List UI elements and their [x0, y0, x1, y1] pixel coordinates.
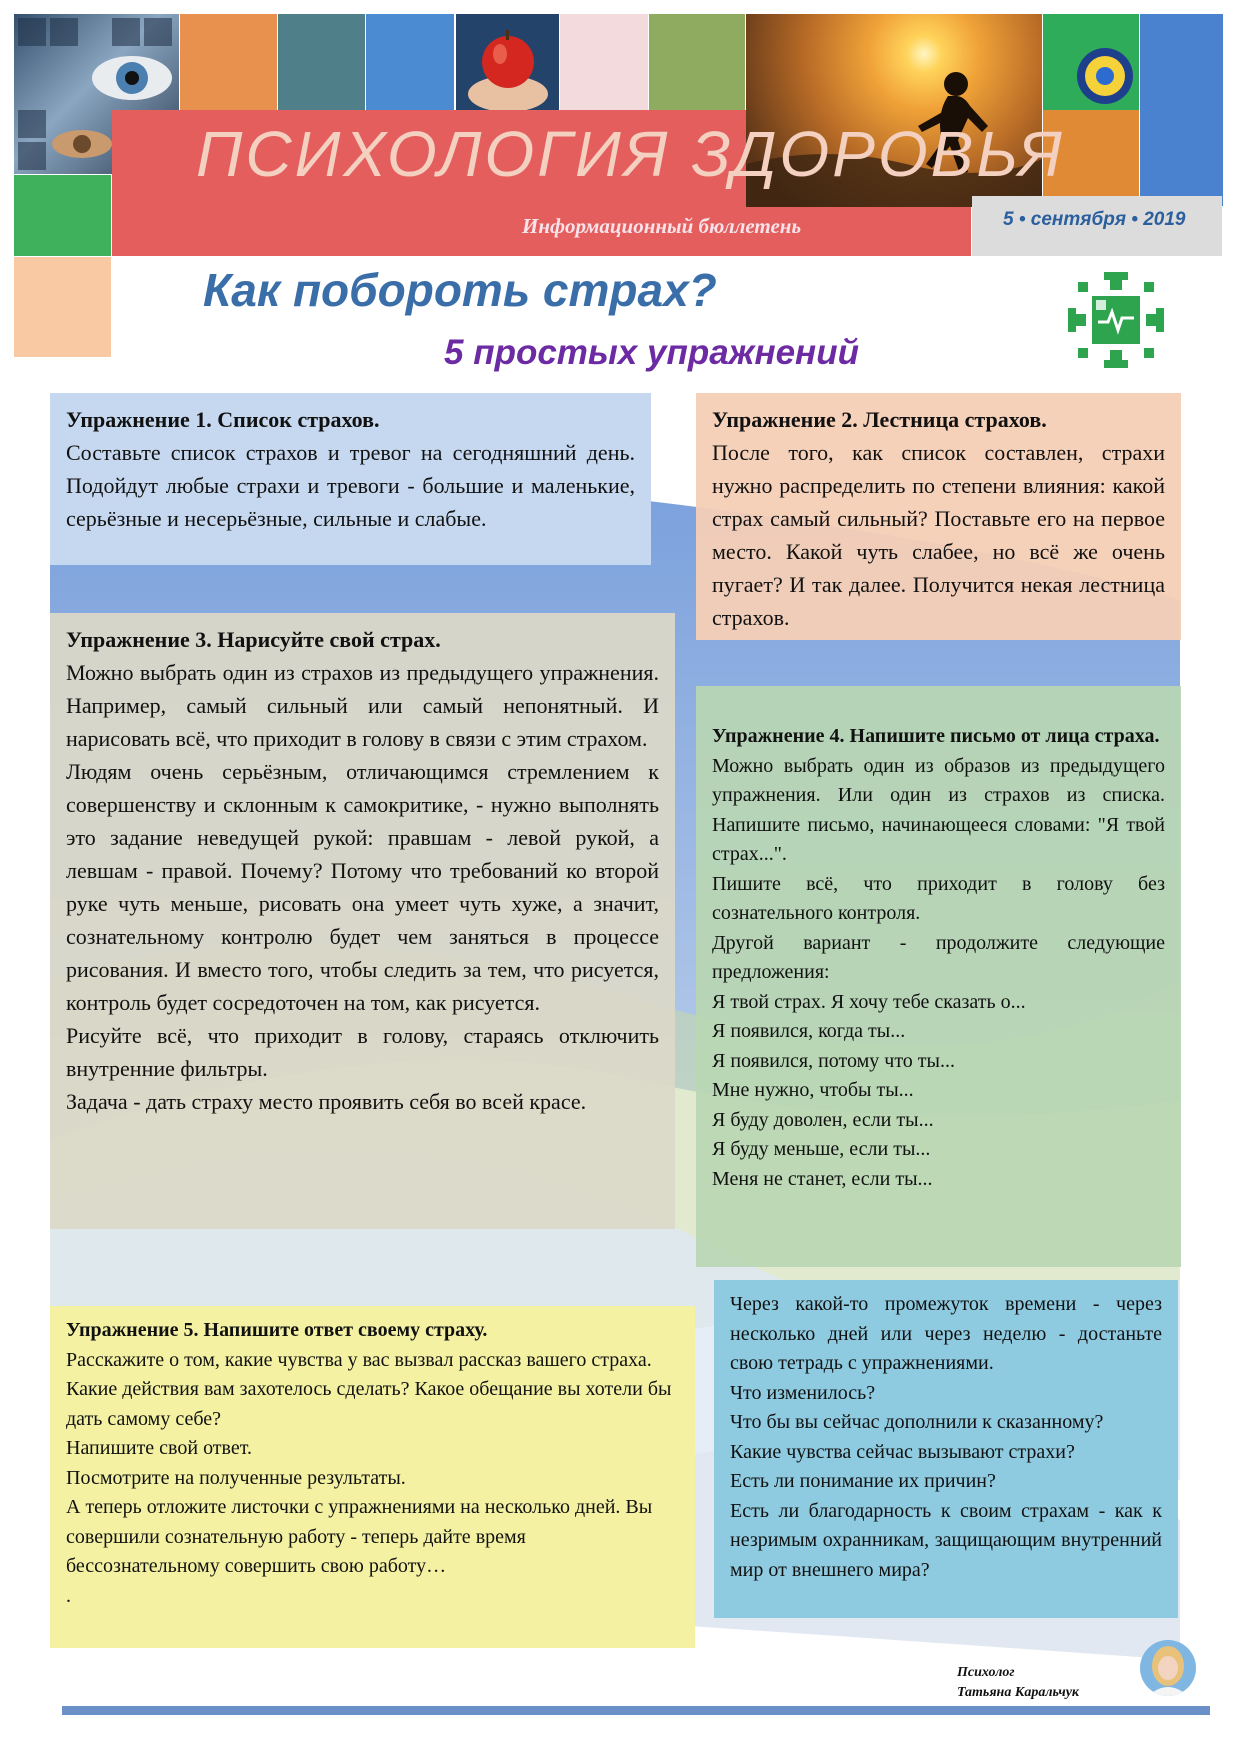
exercise-4-line-3: Я появился, потому что ты... — [712, 1049, 955, 1072]
center-logo — [1043, 14, 1139, 110]
exercise-3-text-3: Рисуйте всё, что приходит в голову, стараясь отключить внутренние фильтры. — [66, 1023, 659, 1081]
signature-role: Психолог — [957, 1665, 1015, 1680]
author-photo — [1140, 1640, 1196, 1696]
exercise-3-text-1: Можно выбрать один из страхов из предыдущего упражнения. Например, самый сильный или самый непонятный. И нарисовать всё, что приходит в голову в связи с этим страхом. — [66, 660, 659, 751]
header-tile-pink — [560, 14, 648, 110]
exercise-4-box — [696, 686, 1181, 1267]
exercise-4-title: Упражнение 4. Напишите письмо от лица страха. — [712, 725, 1160, 747]
header-tile-green-left — [14, 175, 111, 256]
exercise-5-text-5: А теперь отложите листочки с упражнениями на несколько дней. Вы совершили сознательную работу - теперь дайте время бессознательному совершить свою работу… — [66, 1496, 653, 1577]
exercise-2-text: После того, как список составлен, страхи нужно распределить по степени влияния: какой страх самый сильный? Поставьте его на первое место. Какой чуть слабее, но всё же очень пугает? И так далее. Получится некая лестница страхов. — [712, 440, 1165, 630]
exercise-4-line-1: Я твой страх. Я хочу тебе сказать о... — [712, 990, 1026, 1013]
header-tile-teal — [278, 14, 365, 110]
exercise-4-text-3: Другой вариант - продолжите следующие предложения: — [712, 931, 1165, 983]
closing-text-3: Что бы вы сейчас дополнили к сказанному? — [730, 1411, 1104, 1433]
apple-photo — [456, 14, 559, 110]
exercise-4-line-6: Я буду меньше, если ты... — [712, 1138, 931, 1160]
exercise-5-text-1: Расскажите о том, какие чувства у вас вызвал рассказ вашего страха. — [66, 1348, 652, 1371]
exercise-3-box — [50, 613, 675, 1229]
signature-name: Татьяна Каральчук — [957, 1685, 1080, 1700]
exercise-3-title: Упражнение 3. Нарисуйте свой страх. — [66, 627, 441, 652]
bulletin-title: ПСИХОЛОГИЯ ЗДОРОВЬЯ — [196, 118, 1065, 190]
closing-text-4: Какие чувства сейчас вызывают страхи? — [730, 1440, 1075, 1463]
exercise-5-text-3: Напишите свой ответ. — [66, 1437, 252, 1459]
header-tile-green — [649, 14, 745, 110]
exercise-1-box — [50, 393, 651, 565]
closing-text-6: Есть ли благодарность к своим страхам - как к незримым охранникам, защищающим внутренний мир от внешнего мира? — [730, 1499, 1162, 1581]
header-tile-blue — [366, 14, 454, 110]
page-subtitle: 5 простых упражнений — [444, 333, 859, 372]
exercise-4-line-2: Я появился, когда ты... — [712, 1020, 906, 1042]
closing-box — [714, 1280, 1178, 1618]
exercise-3-text-4: Задача - дать страху место проявить себя во всей красе. — [66, 1089, 587, 1114]
exercise-1-title: Упражнение 1. Список страхов. — [66, 407, 380, 432]
exercise-4-line-4: Мне нужно, чтобы ты... — [712, 1079, 914, 1101]
header-tile-green-right — [1043, 14, 1139, 110]
exercise-4-text-2: Пишите всё, что приходит в голову без сознательного контроля. — [712, 872, 1165, 924]
exercise-4-text-1: Можно выбрать один из образов из предыдущего упражнения. Или один из страхов из списка. Напишите письмо, начинающееся словами: "Я твой страх...". — [712, 754, 1165, 865]
closing-text-1: Через какой-то промежуток времени - через несколько дней или через неделю - достаньте свою тетрадь с упражнениями. — [730, 1293, 1162, 1374]
header-tile-orange — [180, 14, 277, 110]
exercise-4-line-7: Меня не станет, если ты... — [712, 1167, 933, 1190]
header-tile-blue-right — [1140, 14, 1223, 110]
exercise-2-box — [696, 393, 1181, 640]
exercise-2-title: Упражнение 2. Лестница страхов. — [712, 407, 1047, 432]
ornament-logo — [1064, 268, 1168, 372]
header-tile-blue-right-2 — [1140, 110, 1223, 206]
exercise-5-text-2: Какие действия вам захотелось сделать? Какое обещание вы хотели бы дать самому себе? — [66, 1378, 672, 1430]
page-title: Как побороть страх? — [203, 264, 717, 316]
exercise-5-box — [50, 1306, 695, 1648]
bulletin-date: 5 • сентября • 2019 — [1003, 209, 1186, 230]
exercise-5-text-4: Посмотрите на полученные результаты. — [66, 1466, 406, 1489]
signature — [957, 1663, 1079, 1703]
exercise-1-text: Составьте список страхов и тревог на сегодняшний день. Подойдут любые страхи и тревоги - большие и маленькие, серьёзные и несерьёзные, сильные и слабые. — [66, 440, 635, 531]
exercise-5-title: Упражнение 5. Напишите ответ своему страху. — [66, 1319, 488, 1341]
bulletin-subtitle: Информационный бюллетень — [522, 214, 802, 238]
footer-rule — [62, 1706, 1210, 1715]
header-tile-peach — [14, 257, 111, 357]
exercise-4-line-5: Я буду доволен, если ты... — [712, 1108, 934, 1131]
closing-text-2: Что изменилось? — [730, 1381, 876, 1404]
exercise-3-text-2: Людям очень серьёзным, отличающимся стремлением к совершенству и склонным к самокритике, - нужно выполнять это задание неведущей рукой: правшам - левой рукой, а левшам - правой. Почему? Потому что требований ко второй руке чуть меньше, рисовать она умеет чуть хуже, а значит, сознательному контролю будет чем заняться в процессе рисования. И вместо того, чтобы следить за тем, что рисуется, контроль будет сосредоточен на том, как рисуется. — [66, 759, 659, 1015]
exercise-5-text-6: . — [66, 1584, 71, 1607]
closing-text-5: Есть ли понимание их причин? — [730, 1470, 996, 1492]
